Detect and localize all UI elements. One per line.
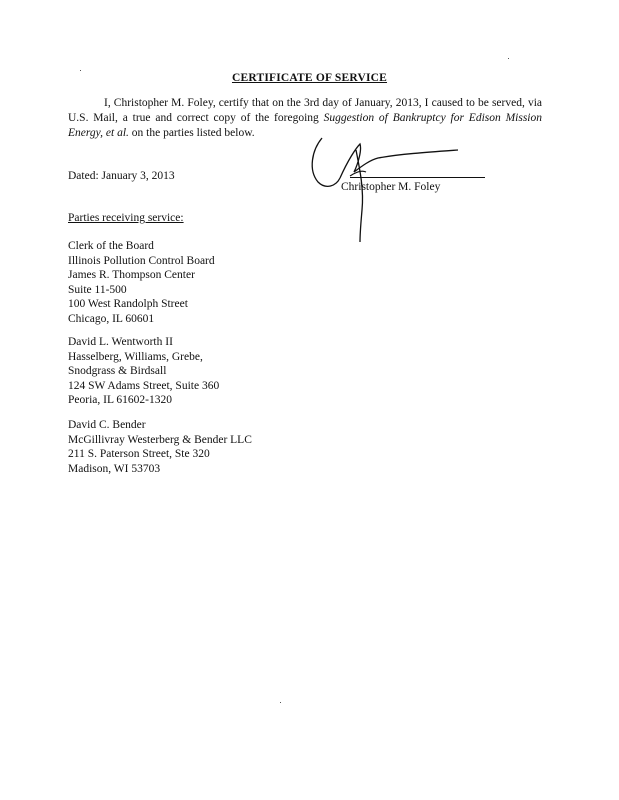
certification-text-2: on the parties listed below. [128,127,255,139]
party-address-block [68,335,219,408]
address-line: 211 S. Paterson Street, Ste 320 [68,448,210,460]
signature-line [350,177,485,178]
scan-speck [280,702,281,703]
scan-speck [80,70,81,71]
parties-heading: Parties receiving service: [68,212,184,224]
signer-name: Christopher M. Foley [341,181,441,193]
address-line: Peoria, IL 61602-1320 [68,394,173,406]
document-title: CERTIFICATE OF SERVICE [231,72,388,84]
address-line: Madison, WI 53703 [68,462,161,475]
address-line: James R. Thompson Center [68,269,195,281]
address-line: McGillivray Westerberg & Bender LLC [68,433,252,446]
address-line: 100 West Randolph Street [68,298,188,310]
address-line: Suite 11-500 [68,283,127,296]
address-line: 124 SW Adams Street, Suite 360 [68,379,220,392]
scan-speck [508,58,509,59]
party-address-block [68,418,252,476]
address-line: Illinois Pollution Control Board [68,254,215,267]
address-line: Clerk of the Board [68,240,154,252]
address-line: Snodgrass & Birdsall [68,365,167,377]
date-line: Dated: January 3, 2013 [68,170,175,182]
party-address-block [68,239,215,326]
address-line: Hasselberg, Williams, Grebe, [68,350,203,363]
certification-text-1: I, Christopher M. Foley, certify that on the 3rd day of January, 2013, I caused to be served, via U.S. Mail, a true and correct copy of the foregoing [68,97,542,124]
address-line: Chicago, IL 60601 [68,312,155,325]
address-line: David L. Wentworth II [68,336,173,348]
document-reference: Suggestion of Bankruptcy for Edison Mission Energy, et al. [68,112,542,139]
address-line: David C. Bender [68,419,146,431]
